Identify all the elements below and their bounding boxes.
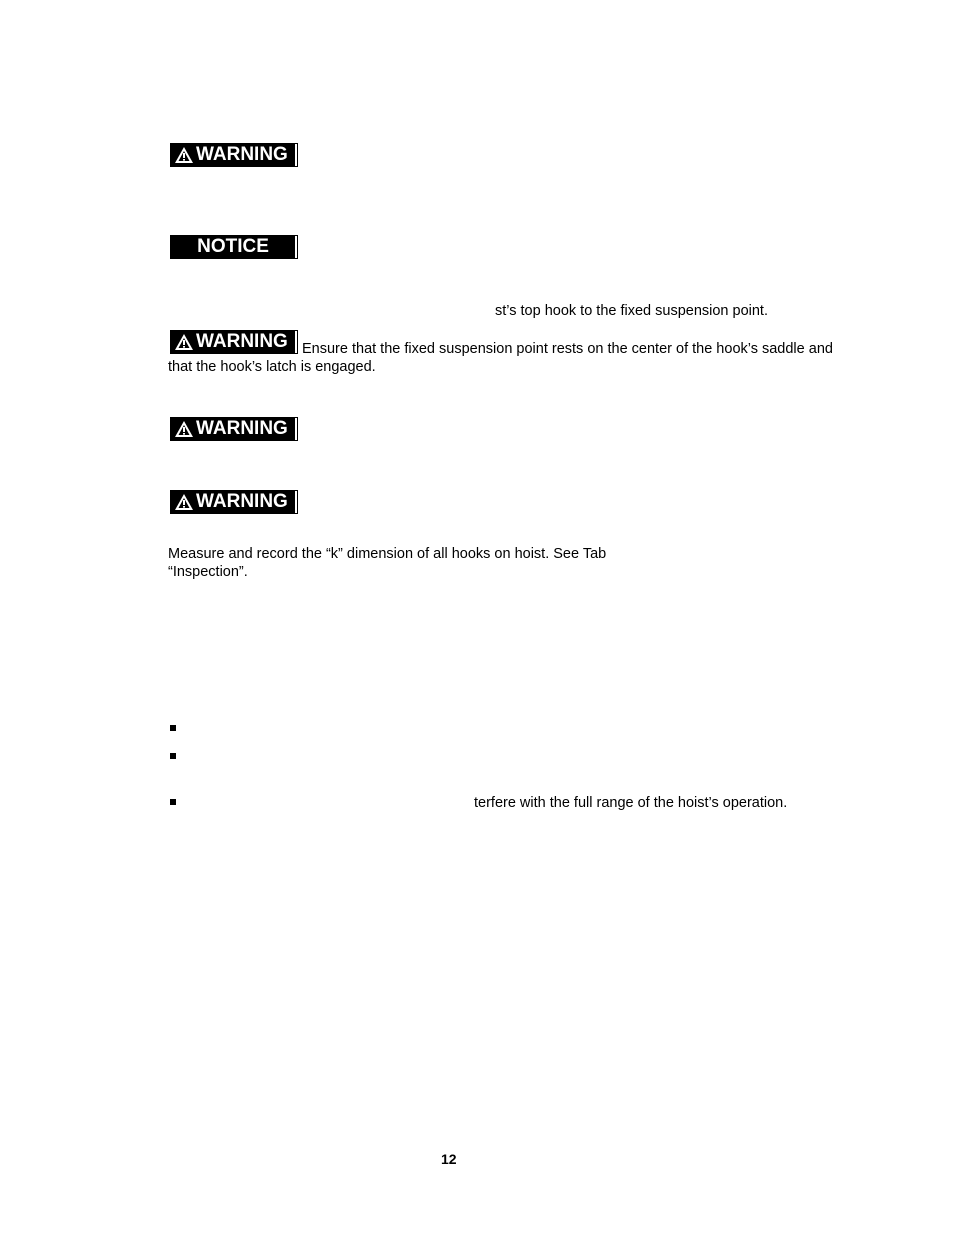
warning-badge-2 (171, 331, 297, 353)
warning-triangle-icon (174, 493, 194, 511)
ensure-text-line-2: that the hook’s latch is engaged. (168, 359, 376, 375)
notice-badge-label: NOTICE (197, 236, 269, 257)
warning-badge-label: WARNING (196, 491, 288, 512)
page-number: 12 (441, 1151, 457, 1167)
warning-triangle-icon (174, 420, 194, 438)
warning-triangle-icon (174, 146, 194, 164)
measure-text-line-2: “Inspection”. (168, 564, 248, 580)
warning-triangle-icon (174, 333, 194, 351)
bullet-2 (170, 753, 176, 759)
top-hook-text: st’s top hook to the fixed suspension point. (495, 303, 768, 319)
warning-badge-4 (171, 491, 297, 513)
bullet-3 (170, 799, 176, 805)
warning-badge-label: WARNING (196, 418, 288, 439)
notice-badge (171, 236, 297, 258)
measure-text-line-1: Measure and record the “k” dimension of all hooks on hoist. See Tab (168, 546, 607, 562)
warning-badge-1 (171, 144, 297, 166)
warning-badge-label: WARNING (196, 144, 288, 165)
warning-badge-label: WARNING (196, 331, 288, 352)
interfere-text: terfere with the full range of the hoist’s operation. (474, 795, 788, 811)
ensure-text-line-1: Ensure that the fixed suspension point rests on the center of the hook’s saddle and (302, 341, 833, 357)
bullet-1 (170, 725, 176, 731)
warning-badge-3 (171, 418, 297, 440)
